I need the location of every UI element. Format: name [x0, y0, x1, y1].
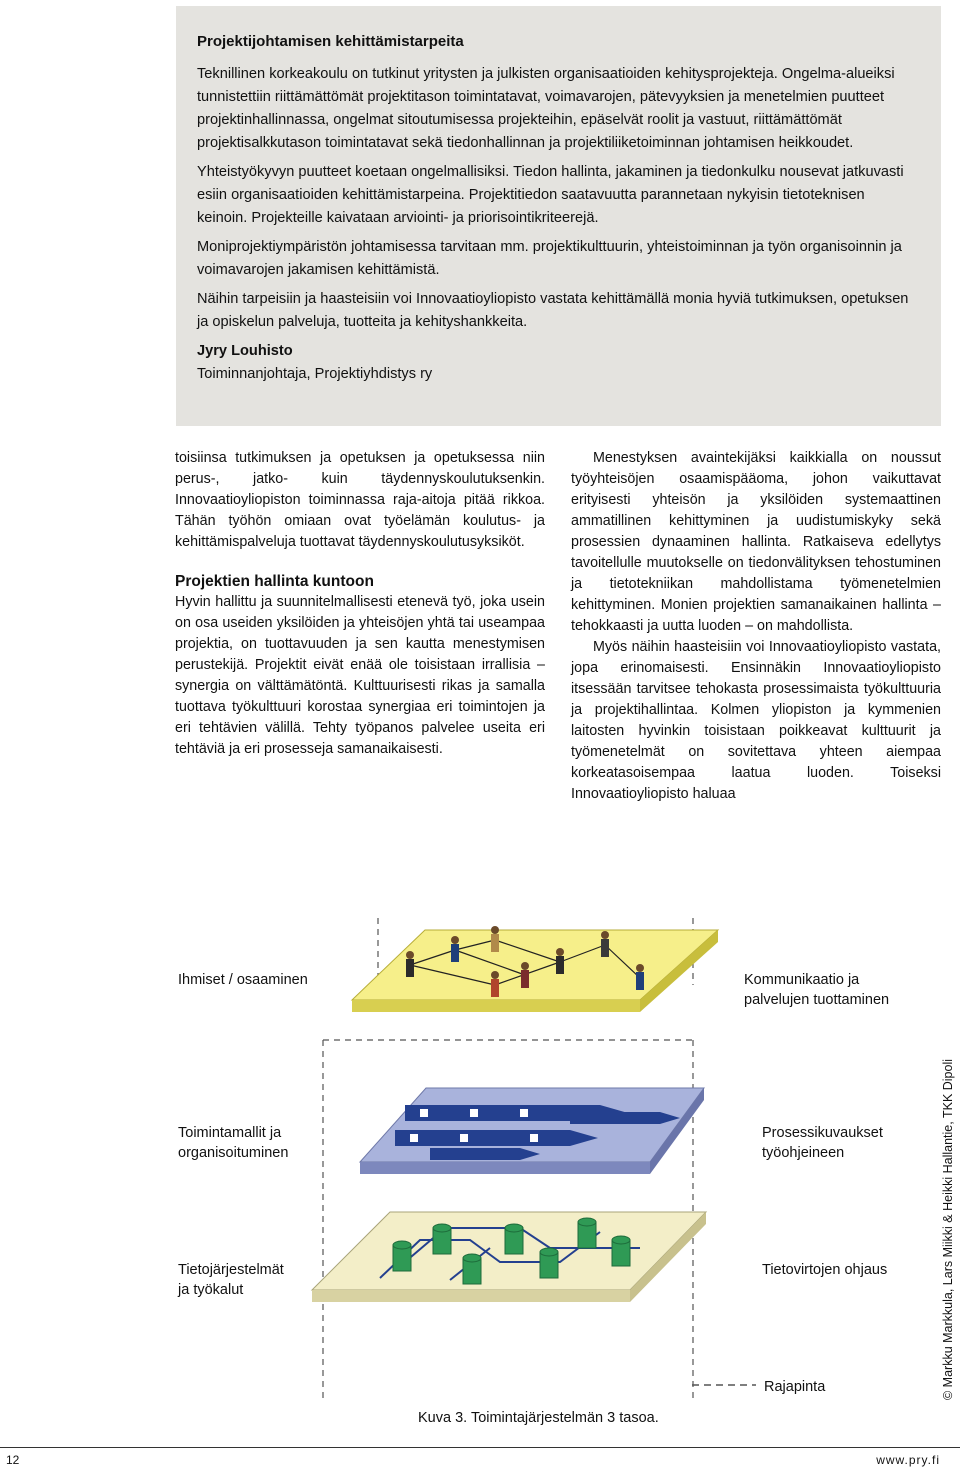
people-layer — [352, 926, 718, 1012]
box-author: Jyry Louhisto — [197, 343, 293, 359]
label-people: Ihmiset / osaaminen — [178, 972, 308, 988]
footer-url[interactable]: www.pry.fi — [876, 1453, 940, 1467]
box-title: Projektijohtamisen kehittämistarpeita — [197, 33, 464, 50]
label-communication — [744, 970, 889, 1010]
body-paragraph: Hyvin hallittu ja suunnitelmallisesti etenevä työ, joka usein on osa useiden yksilöiden ja yhteisöjen yhtä tai useampaa projektia, on tuottavuuden ja sen kautta menestymisen perustekijä. Projektit eivät enää ole toisistaan irrallisia – synergia on välttämätöntä. Kulttuurisesti rikas ja samalla tuottava työkulttuuri korostaa synergiaa eri toimintojen ja eri tehtävien välillä. Tehty työpanos palvelee useita eri tehtäviä ja eri prosesseja samanaikaisesti. — [175, 594, 545, 757]
label-line: palvelujen tuottaminen — [744, 992, 890, 1008]
label-information-flow: Tietovirtojen ohjaus — [762, 1262, 888, 1278]
label-line: organisoituminen — [178, 1145, 289, 1161]
page-number: 12 — [6, 1453, 20, 1467]
systems-layer — [312, 1212, 706, 1302]
body-paragraph: toisiinsa tutkimuksen ja opetuksen ja opetuksessa niin perus-, jatko- kuin täydennyskoulutuksenkin. Innovaatioyliopiston toiminnassa raja-aitoja pitää rikkoa. Tähän työhön omiaan ovat työelämän koulutus- ja kehittämispalveluja tuottavat täydennyskoulutusyksiköt. — [175, 450, 545, 550]
footer-rule — [0, 1447, 960, 1448]
body-paragraph: Menestyksen avaintekijäksi kaikkialla on noussut työyhteisöjen osaamispääoma, johon vaikuttavat erityisesti yhteisön ja yksilöiden systemaattinen ammatillinen kehittyminen ja uudistumiskyky sekä prosessien dynaaminen hallinta. Ratkaiseva edellytys tavoitellulle muutokselle on tiedonvälityksen tehostuminen ja tietotekniikan mahdollistama työmenetelmien kehittyminen. Monien projektien samanaikainen hallinta – tehokkaasti ja uutta luoden – on mahdollista. — [571, 450, 941, 634]
body-paragraph: Myös näihin haasteisiin voi Innovaatioyliopisto vastata, jopa erinomaisesti. Ensinnäkin Innovaatioyliopisto itsessään tarvitsee tehokasta prosessimaista työkulttuuria ja projektihallintaa. Kolmen yliopiston ja kymmenien laitosten hyvinkin toisistaan poikkeavat kulttuurit ja työmenetelmät on sovitettava yhteen aiempaa korkeatasoisempaa laatua luoden. Toiseksi Innovaatioyliopisto haluaa — [571, 639, 941, 802]
label-line: ja työkalut — [178, 1282, 244, 1298]
label-systems — [178, 1260, 284, 1300]
section-heading: Projektien hallinta kuntoon — [175, 573, 374, 590]
label-line: Prosessikuvaukset — [762, 1125, 883, 1141]
label-process — [762, 1123, 883, 1163]
label-line: Kommunikaatio ja — [744, 972, 860, 988]
label-line: Toimintamallit ja — [178, 1125, 282, 1141]
box-paragraph: Näihin tarpeisiin ja haasteisiin voi Innovaatioyliopisto vastata kehittämällä monia hyviä tutkimuksen, opetuksen ja opiskelun palveluja, tuotteita ja kehityshankkeita. — [197, 291, 909, 330]
figure-caption: Kuva 3. Toimintajärjestelmän 3 tasoa. — [418, 1410, 659, 1426]
box-paragraph: Moniprojektiympäristön johtamisessa tarvitaan mm. projektikulttuurin, yhteistoiminnan ja työn organisoinnin ja voimavarojen jakamisen kehittämistä. — [197, 239, 902, 278]
box-paragraph: Teknillinen korkeakoulu on tutkinut yritysten ja julkisten organisaatioiden kehitysprojekteja. Ongelma-alueiksi tunnistettiin riittämättömät projektitason toimintatavat, voimavarojen, pätevyyksien ja menetelmien puutteet projektinhallinnassa, ongelmat sitoutumisessa projekteihin, epäselvät roolit ja vastuut, riittämättömät projektisalkkutason toimintatavat sekä tiedonhallinnan ja projektiliiketoiminnan johtamisen heikkoudet. — [197, 66, 895, 151]
label-line: Tietojärjestelmät — [178, 1262, 284, 1278]
box-paragraph: Yhteistyökyvyn puutteet koetaan ongelmallisiksi. Tiedon hallinta, jakaminen ja tiedonkulku nousevat jatkuvasti esiin organisaatioiden kehittämistarpeina. Projektitiedon saatavuutta parannetaan nykyisin tietoteknisen keinoin. Projekteille kaivataan arviointi- ja priorisointikriteerejä. — [197, 164, 904, 226]
label-line: työohjeineen — [762, 1145, 845, 1161]
figure-credit: © Markku Markkula, Lars Miikki & Heikki Hallantie, TKK Dipoli — [941, 1058, 955, 1400]
label-operating-models — [178, 1123, 288, 1163]
process-layer — [360, 1088, 704, 1174]
label-boundary-legend: Rajapinta — [764, 1379, 826, 1395]
box-author-role: Toiminnanjohtaja, Projektiyhdistys ry — [197, 366, 433, 382]
